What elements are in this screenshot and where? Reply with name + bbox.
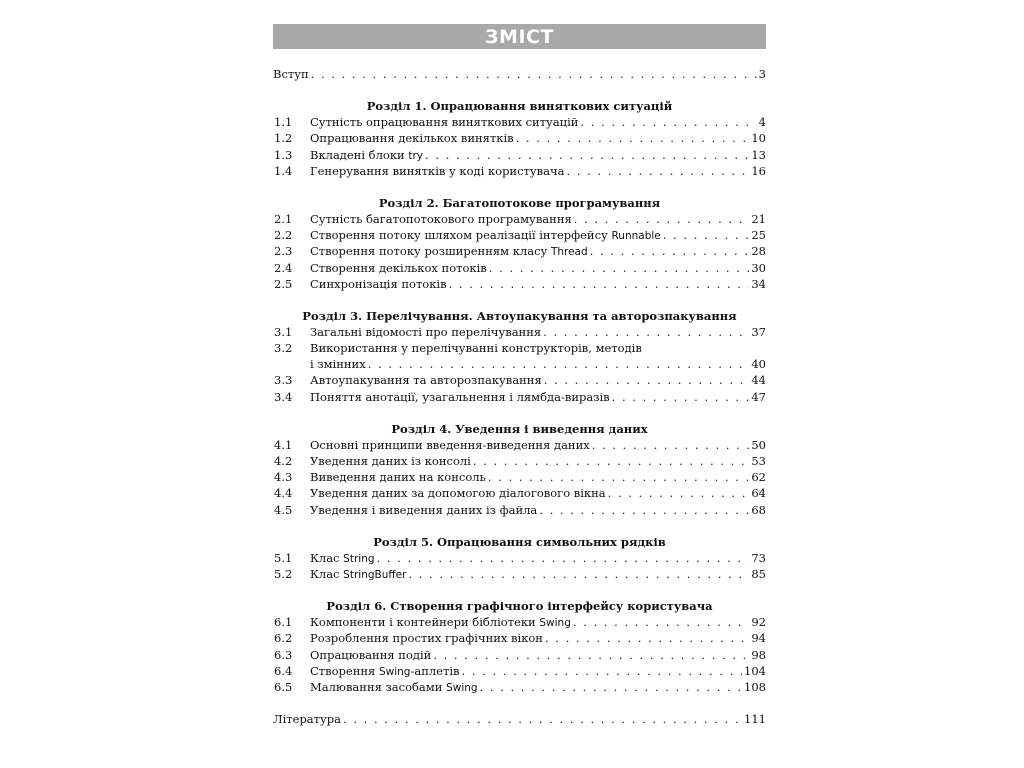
toc-entry xyxy=(273,485,766,501)
entry-title-wrap xyxy=(310,340,766,356)
entry-page: 37 xyxy=(751,324,766,339)
entry-page: 47 xyxy=(751,389,766,404)
entry-title-wrap xyxy=(310,211,766,227)
entry-number: 5.1 xyxy=(274,550,293,565)
leader-dots xyxy=(573,614,749,630)
leader-dots xyxy=(574,211,750,227)
leader-dots xyxy=(449,276,750,292)
toc-entry xyxy=(273,243,766,259)
leader-dots xyxy=(545,630,749,646)
toc-entry xyxy=(273,340,766,356)
section-heading: Розділ 4. Уведення і виведення даних xyxy=(391,421,648,436)
entry-title-wrap xyxy=(310,679,766,696)
entry-number: 6.3 xyxy=(274,647,293,662)
entry-title-wrap xyxy=(310,114,766,130)
entry-page: 53 xyxy=(751,454,766,468)
entry-title-wrap xyxy=(310,453,766,469)
entry-number: 4.3 xyxy=(274,470,293,485)
spacer xyxy=(273,82,766,98)
entry-number: 3.4 xyxy=(274,389,293,404)
spacer xyxy=(273,582,766,598)
entry-title-wrap xyxy=(310,372,766,388)
entry-title: Опрацювання подій xyxy=(310,647,432,662)
entry-page: 4 xyxy=(758,115,766,130)
entry-title: Загальні відомості про перелічування xyxy=(310,324,542,339)
toc-entry xyxy=(273,227,766,243)
entry-title-wrap xyxy=(310,389,766,405)
entry-number: 2.3 xyxy=(274,244,293,259)
toc-entry-intro xyxy=(273,66,766,82)
toc-entry xyxy=(273,630,766,646)
entry-title-wrap xyxy=(310,356,766,372)
entry-title: Автоупакування та авторозпакування xyxy=(310,373,542,388)
entry-number: 5.2 xyxy=(274,566,293,581)
entry-title: Сутність багатопотокового програмування xyxy=(310,211,572,226)
toc-entry xyxy=(273,114,766,130)
toc-sections xyxy=(273,82,766,695)
toc-entry xyxy=(273,614,766,630)
entry-page: 44 xyxy=(751,373,766,388)
entry-title: Література xyxy=(273,712,342,727)
toc-entry-literature xyxy=(273,711,766,727)
toc-entry-continuation xyxy=(273,356,766,372)
entry-number: 1.2 xyxy=(274,131,293,146)
entry-title: Клас String xyxy=(310,550,375,565)
toc-entry xyxy=(273,260,766,276)
toc-entry xyxy=(273,389,766,405)
entry-number: 6.5 xyxy=(274,679,293,694)
entry-number: 1.3 xyxy=(274,147,293,162)
entry-title-wrap xyxy=(310,469,766,485)
spacer xyxy=(273,292,766,308)
toc-entry xyxy=(273,147,766,163)
leader-dots xyxy=(488,469,750,485)
toc-entry xyxy=(273,550,766,566)
entry-page: 104 xyxy=(744,663,766,678)
entry-title: Використання у перелічуванні конструкторів, методів xyxy=(310,341,642,356)
leader-dots xyxy=(462,663,743,679)
leader-dots xyxy=(592,437,750,453)
entry-number: 4.1 xyxy=(274,437,293,452)
entry-title-wrap xyxy=(310,276,766,292)
entry-title: Виведення даних на консоль xyxy=(310,470,486,485)
leader-dots xyxy=(311,66,757,82)
leader-dots xyxy=(489,260,750,276)
toc-entry xyxy=(273,211,766,227)
entry-title-wrap xyxy=(310,260,766,276)
toc-entry xyxy=(273,372,766,388)
entry-page: 98 xyxy=(751,647,766,662)
entry-page: 94 xyxy=(751,631,766,646)
entry-title-wrap xyxy=(310,130,766,146)
entry-number: 6.2 xyxy=(274,631,293,646)
leader-dots xyxy=(590,243,750,259)
toc-entry xyxy=(273,679,766,695)
toc-entry xyxy=(273,130,766,146)
leader-dots xyxy=(425,147,749,163)
entry-title-wrap xyxy=(310,147,766,164)
leader-dots xyxy=(543,324,749,340)
entry-number: 2.2 xyxy=(274,228,293,243)
entry-title: Створення декількох потоків xyxy=(310,260,487,275)
leader-dots xyxy=(516,130,750,146)
entry-number: 1.4 xyxy=(274,163,293,178)
entry-title: Уведення і виведення даних із файла xyxy=(310,502,538,517)
entry-page: 34 xyxy=(751,276,766,291)
leader-dots xyxy=(612,389,750,405)
entry-title-wrap xyxy=(310,502,766,518)
section-heading: Розділ 5. Опрацювання символьних рядків xyxy=(373,534,666,549)
toc-title: ЗМІСТ xyxy=(485,25,554,48)
entry-title-wrap xyxy=(310,566,766,583)
entry-page: 25 xyxy=(751,228,766,243)
entry-page: 92 xyxy=(751,615,766,630)
toc-header xyxy=(273,24,766,49)
section-heading: Розділ 2. Багатопотокове програмування xyxy=(378,195,661,210)
entry-page: 10 xyxy=(751,131,766,146)
entry-number: 4.4 xyxy=(274,486,293,501)
entry-title-wrap xyxy=(310,324,766,340)
entry-page: 28 xyxy=(751,244,766,259)
entry-title: Уведення даних із консолі xyxy=(310,454,471,468)
toc-entry xyxy=(273,276,766,292)
entry-title: Розроблення простих графічних вікон xyxy=(310,631,543,646)
entry-number: 1.1 xyxy=(274,115,293,130)
entry-title: Вступ xyxy=(273,67,309,81)
entry-title-wrap xyxy=(310,485,766,501)
leader-dots xyxy=(608,485,750,501)
entry-page: 30 xyxy=(751,260,766,275)
entry-page: 64 xyxy=(751,486,766,501)
leader-dots xyxy=(368,356,750,372)
entry-number: 6.1 xyxy=(274,615,293,630)
entry-title-wrap xyxy=(310,243,766,260)
entry-number: 4.5 xyxy=(274,502,293,517)
section-heading: Розділ 1. Опрацювання виняткових ситуацій xyxy=(366,99,673,114)
entry-number: 2.4 xyxy=(274,260,293,275)
toc-entry xyxy=(273,663,766,679)
entry-number: 4.2 xyxy=(274,454,293,468)
entry-number: 3.1 xyxy=(274,324,293,339)
toc-entry xyxy=(273,502,766,518)
entry-title-cont: і змінних xyxy=(310,357,366,372)
entry-title-wrap xyxy=(310,550,766,567)
entry-title-wrap xyxy=(310,614,766,631)
section-heading: Розділ 3. Перелічування. Автоупакування та авторозпакування xyxy=(302,308,737,323)
entry-title: Опрацювання декількох винятків xyxy=(310,131,514,146)
entry-page: 62 xyxy=(751,470,766,485)
toc-entry xyxy=(273,163,766,179)
entry-title: Синхронізація потоків xyxy=(310,276,447,291)
toc-entry xyxy=(273,566,766,582)
spacer xyxy=(273,179,766,195)
entry-title: Створення Swing-аплетів xyxy=(310,663,460,678)
entry-title: Створення потоку шляхом реалізації інтерфейсу Runnable xyxy=(310,228,661,243)
entry-page: 73 xyxy=(751,550,766,565)
leader-dots xyxy=(433,647,749,663)
leader-dots xyxy=(663,227,750,243)
entry-number: 2.1 xyxy=(274,211,293,226)
leader-dots xyxy=(408,566,749,582)
leader-dots xyxy=(473,453,750,469)
entry-number: 2.5 xyxy=(274,276,293,291)
leader-dots xyxy=(566,163,749,179)
toc-page xyxy=(273,24,766,727)
toc-entry xyxy=(273,469,766,485)
entry-title: Компоненти і контейнери бібліотеки Swing xyxy=(310,615,571,630)
leader-dots xyxy=(343,711,742,727)
entry-title: Уведення даних за допомогою діалогового вікна xyxy=(310,486,606,501)
leader-dots xyxy=(539,502,749,518)
entry-page: 85 xyxy=(751,566,766,581)
entry-title-wrap xyxy=(310,437,766,453)
entry-title-wrap xyxy=(310,663,766,680)
entry-page: 111 xyxy=(744,712,766,727)
entry-title-wrap xyxy=(310,647,766,663)
leader-dots xyxy=(580,114,756,130)
entry-title: Сутність опрацювання виняткових ситуацій xyxy=(310,115,579,130)
entry-page: 21 xyxy=(751,211,766,226)
entry-page: 40 xyxy=(751,357,766,372)
entry-title: Вкладені блоки try xyxy=(310,147,424,162)
entry-page: 16 xyxy=(751,163,766,178)
entry-number: 3.3 xyxy=(274,373,293,388)
entry-title: Основні принципи введення-виведення даних xyxy=(310,437,590,452)
entry-title: Клас StringBuffer xyxy=(310,566,407,581)
leader-dots xyxy=(377,550,750,566)
toc-entry xyxy=(273,437,766,453)
entry-title-wrap xyxy=(310,630,766,646)
entry-page: 13 xyxy=(751,147,766,162)
section-heading: Розділ 6. Створення графічного інтерфейсу користувача xyxy=(326,599,713,614)
toc-entry xyxy=(273,647,766,663)
entry-number: 3.2 xyxy=(274,341,293,356)
entry-title-wrap xyxy=(310,163,766,179)
entry-page: 50 xyxy=(751,437,766,452)
entry-title: Малювання засобами Swing xyxy=(310,679,478,694)
leader-dots xyxy=(480,679,742,695)
entry-title: Створення потоку розширенням класу Thread xyxy=(310,244,588,259)
entry-title: Поняття анотації, узагальнення і лямбда-виразів xyxy=(310,389,610,404)
entry-page: 3 xyxy=(758,67,766,81)
entry-title-wrap xyxy=(310,227,766,244)
entry-page: 108 xyxy=(744,679,766,694)
toc-entry xyxy=(273,453,766,469)
entry-title: Генерування винятків у коді користувача xyxy=(310,163,565,178)
leader-dots xyxy=(544,372,750,388)
entry-page: 68 xyxy=(751,502,766,517)
entry-number: 6.4 xyxy=(274,663,293,678)
spacer xyxy=(273,405,766,421)
toc-entry xyxy=(273,324,766,340)
spacer xyxy=(273,518,766,534)
